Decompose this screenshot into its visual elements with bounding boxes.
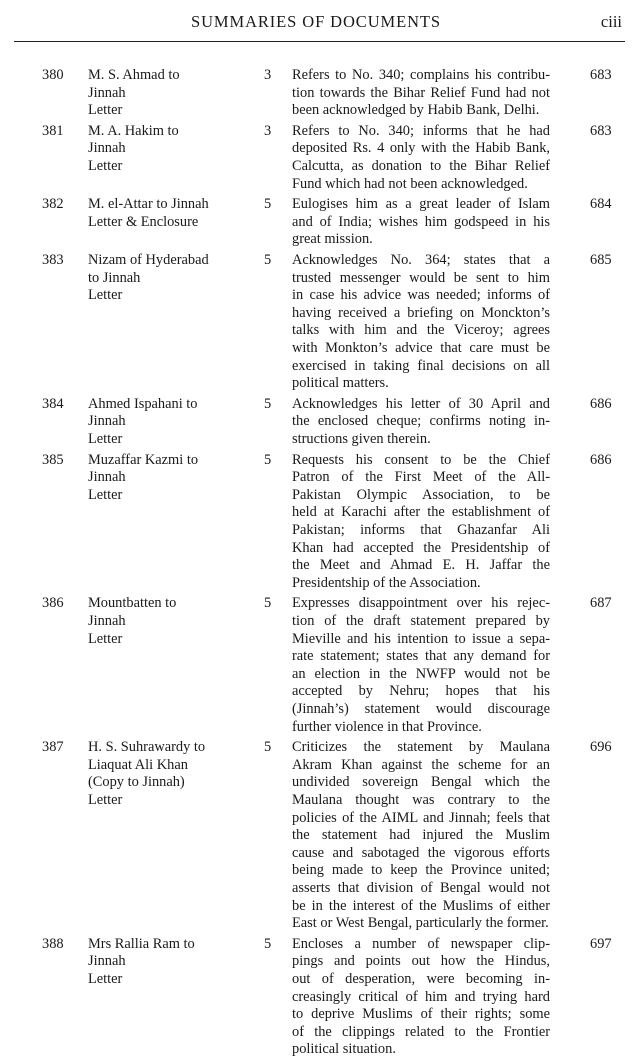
summary-line: deposited Rs. 4 only with the Habib Bank, <box>292 140 550 157</box>
correspondent-line: Jinnah <box>88 469 126 486</box>
correspondent-line: Letter <box>88 430 123 447</box>
summary-line: Pakistan Olympic Association, to be <box>292 486 550 503</box>
summary-line: Expresses disappointment over his rejec- <box>292 595 550 612</box>
correspondent-line: M. S. Ahmad to <box>88 67 180 83</box>
document-entry <box>0 67 632 120</box>
summary-line: and of India; wishes him godspeed in his <box>292 213 550 230</box>
summary-line: accepted by Nehru; hopes that his <box>292 683 550 700</box>
correspondent <box>88 252 248 305</box>
correspondent-line: Letter <box>88 287 123 304</box>
document-number: 380 <box>42 67 64 83</box>
summary-line: Presidentship of the Association. <box>292 574 481 591</box>
correspondent-line: Jinnah <box>88 612 126 629</box>
correspondent-line: Liaquat Ali Khan <box>88 756 188 773</box>
priority-code: 3 <box>264 67 272 83</box>
summary-line: the enclosed cheque; confirms noting in- <box>292 413 550 430</box>
priority-code: 5 <box>264 251 272 268</box>
summary <box>292 936 550 1059</box>
priority-code: 5 <box>264 935 272 952</box>
page-reference: 683 <box>590 122 612 139</box>
summary-line: Calcutta, as donation to the Bihar Relief <box>292 157 550 174</box>
summary <box>292 196 550 249</box>
document-number: 385 <box>42 451 64 468</box>
summary-line: with Monkton’s advice that care must be <box>292 339 550 356</box>
summary-line: Maulana thought was contrary to the <box>292 791 550 808</box>
summary-line: asserts that division of Bengal would not <box>292 879 550 896</box>
priority-code: 3 <box>264 122 272 139</box>
correspondent <box>88 452 248 505</box>
summary <box>292 396 550 449</box>
correspondent-line: M. el-Attar to Jinnah <box>88 196 209 213</box>
document-number: 388 <box>42 935 64 952</box>
summary-line: Akram Khan against the scheme for an <box>292 756 550 773</box>
summary-line: having received a briefing on Monckton’s <box>292 304 550 321</box>
correspondent-line: Muzaffar Kazmi to <box>88 451 199 468</box>
summary-line: further violence in that Province. <box>292 718 482 735</box>
page-reference: 697 <box>590 935 612 952</box>
correspondent-line: M. A. Hakim to <box>88 122 179 139</box>
summary-line: held at Karachi after the establishment of <box>292 504 550 521</box>
correspondent <box>88 739 248 809</box>
document-entry <box>0 452 632 593</box>
correspondent-line: H. S. Suhrawardy to <box>88 739 206 756</box>
summary-line: trusted messenger would be sent to him <box>292 269 550 286</box>
summary-line: Pakistan; informs that Ghazanfar Ali <box>292 521 550 538</box>
summary <box>292 595 550 736</box>
page-reference: 684 <box>590 196 612 213</box>
summary <box>292 452 550 593</box>
priority-code: 5 <box>264 395 272 412</box>
summary-line: political matters. <box>292 375 389 392</box>
correspondent-line: Jinnah <box>88 413 126 430</box>
correspondent-line: Jinnah <box>88 953 126 970</box>
summary-line: great mission. <box>292 231 373 248</box>
summary-line: to deprive Muslims of their rights; some <box>292 1006 550 1023</box>
correspondent-line: Mountbatten to <box>88 595 177 612</box>
document-entry <box>0 595 632 736</box>
summary <box>292 123 550 193</box>
summary-line: the Meet and Ahmad E. H. Jaffar the <box>292 557 550 574</box>
summary-line: policies of the AIML and Jinnah; feels that <box>292 809 550 826</box>
correspondent-line: Letter <box>88 486 123 503</box>
correspondent-line: Ahmed Ispahani to <box>88 395 198 412</box>
summary-line: the statement had injured the Muslim <box>292 827 550 844</box>
document-summary-list <box>0 67 632 1062</box>
document-entry <box>0 739 632 933</box>
correspondent <box>88 123 248 176</box>
summary <box>292 67 550 120</box>
summary-line: Encloses a number of newspaper clip- <box>292 935 550 952</box>
summary-line: undivided sovereign Bengal which the <box>292 774 550 791</box>
correspondent-line: Letter <box>88 970 123 987</box>
page-reference: 686 <box>590 395 612 412</box>
page-title: SUMMARIES OF DOCUMENTS <box>191 12 441 31</box>
summary-line: pings and points out how the Hindus, <box>292 953 550 970</box>
summary <box>292 252 550 393</box>
summary-line: been acknowledged by Habib Bank, Delhi. <box>292 102 540 119</box>
summary-line: in case his advice was needed; informs of <box>292 287 550 304</box>
summary <box>292 739 550 933</box>
correspondent <box>88 936 248 989</box>
summary-line: Khan had accepted the Presidentship of <box>292 539 550 556</box>
summary-line: (Jinnah’s) statement would discourage <box>292 700 550 717</box>
priority-code: 5 <box>264 451 272 468</box>
summary-line: cause and sabotaged the vigorous efforts <box>292 844 550 861</box>
summary-line: East or West Bengal, particularly the former. <box>292 915 549 932</box>
document-number: 386 <box>42 595 64 612</box>
correspondent <box>88 595 248 648</box>
priority-code: 5 <box>264 196 272 213</box>
page-reference: 686 <box>590 451 612 468</box>
correspondent-line: Letter & Enclosure <box>88 213 199 230</box>
document-entry <box>0 123 632 193</box>
summary-line: tion of the draft statement prepared by <box>292 612 550 629</box>
page-reference: 685 <box>590 251 612 268</box>
summary-line: tion towards the Bihar Relief Fund had not <box>292 84 550 101</box>
header-rule <box>14 41 625 42</box>
correspondent <box>88 396 248 449</box>
summary-line: being made to keep the Province united; <box>292 862 550 879</box>
document-entry <box>0 396 632 449</box>
document-number: 383 <box>42 251 64 268</box>
summary-line: Criticizes the statement by Maulana <box>292 739 550 756</box>
summary-line: Mieville and his intention to issue a sepa- <box>292 630 550 647</box>
correspondent-line: to Jinnah <box>88 269 141 286</box>
correspondent-line: Mrs Rallia Ram to <box>88 935 195 952</box>
summary-line: Acknowledges No. 364; states that a <box>292 251 550 268</box>
summary-line: political situation. <box>292 1041 396 1058</box>
summary-line: Refers to No. 340; informs that he had <box>292 122 550 139</box>
page-header <box>0 0 632 40</box>
page-reference: 683 <box>590 67 612 83</box>
summary-line: Patron of the First Meet of the All- <box>292 469 550 486</box>
correspondent <box>88 196 248 231</box>
document-entry <box>0 252 632 393</box>
document-entry <box>0 196 632 249</box>
summary-line: out of desperation, were becoming in- <box>292 970 550 987</box>
document-number: 382 <box>42 196 64 213</box>
summary-line: structions given therein. <box>292 430 431 447</box>
correspondent-line: Letter <box>88 157 123 174</box>
correspondent-line: Nizam of Hyderabad <box>88 251 209 268</box>
summary-line: rate statement; states that any demand for <box>292 648 550 665</box>
summary-line: creasingly critical of him and trying hard <box>292 988 550 1005</box>
document-number: 381 <box>42 122 64 139</box>
document-number: 384 <box>42 395 64 412</box>
summary-line: Refers to No. 340; complains his contribu- <box>292 67 550 83</box>
correspondent-line: Letter <box>88 102 123 119</box>
correspondent-line: Jinnah <box>88 84 126 101</box>
correspondent-line: Jinnah <box>88 140 126 157</box>
document-number: 387 <box>42 739 64 756</box>
document-entry <box>0 936 632 1059</box>
summary-line: exercised in taking final decisions on all <box>292 357 550 374</box>
correspondent <box>88 67 248 120</box>
correspondent-line: (Copy to Jinnah) <box>88 774 185 791</box>
summary-line: Eulogises him as a great leader of Islam <box>292 196 550 213</box>
correspondent-line: Letter <box>88 630 123 647</box>
page-reference: 687 <box>590 595 612 612</box>
summary-line: Fund which had not been acknowledged. <box>292 175 528 192</box>
priority-code: 5 <box>264 595 272 612</box>
summary-line: Acknowledges his letter of 30 April and <box>292 395 550 412</box>
correspondent-line: Letter <box>88 791 123 808</box>
summary-line: be in the interest of the Muslims of either <box>292 897 550 914</box>
page-reference: 696 <box>590 739 612 756</box>
summary-line: of the clippings related to the Frontier <box>292 1023 550 1040</box>
page-number: ciii <box>600 12 622 31</box>
summary-line: an election in the NWFP would not be <box>292 665 550 682</box>
summary-line: talks with him and the Viceroy; agrees <box>292 322 550 339</box>
summary-line: Requests his consent to be the Chief <box>292 451 550 468</box>
priority-code: 5 <box>264 739 272 756</box>
